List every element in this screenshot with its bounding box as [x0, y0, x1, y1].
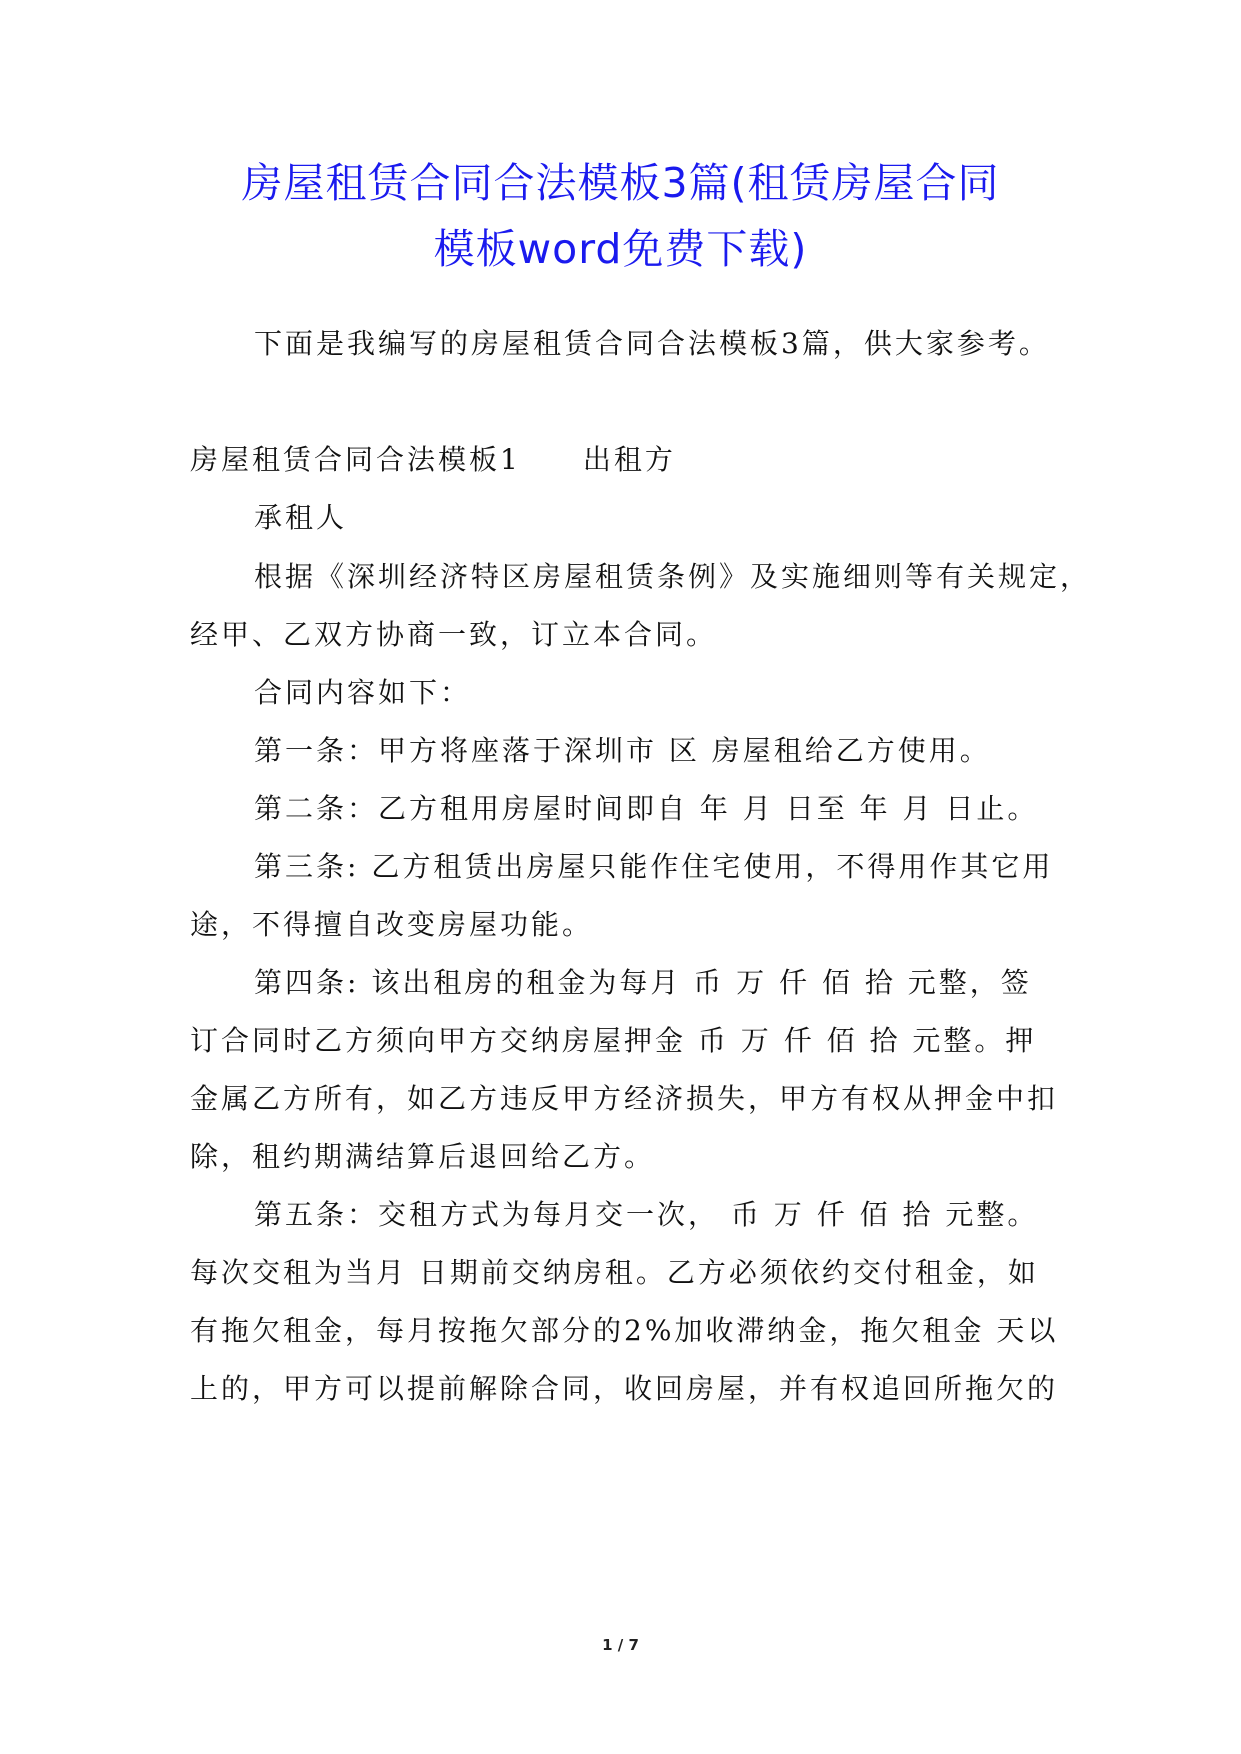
body-line: 途，不得擅自改变房屋功能。 [190, 908, 594, 941]
lessee-label: 承租人 [254, 501, 348, 534]
clause-4: 第四条: 该出租房的租金为每月 币 万 仟 佰 拾 元整，签 [254, 966, 1032, 999]
body-line: 根据《深圳经济特区房屋租赁条例》及实施细则等有关规定， [254, 560, 1092, 593]
body-line: 有拖欠租金，每月按拖欠部分的2%加收滞纳金，拖欠租金 天以 [190, 1314, 1059, 1347]
body-line: 订合同时乙方须向甲方交纳房屋押金 币 万 仟 佰 拾 元整。押 [190, 1024, 1037, 1057]
clause-1: 第一条：甲方将座落于深圳市 区 房屋租给乙方使用。 [254, 734, 991, 767]
body-line: 合同内容如下： [254, 676, 472, 709]
section-heading: 房屋租赁合同合法模板1 [190, 443, 521, 476]
body-line: 每次交租为当月 日期前交纳房租。乙方必须依约交付租金，如 [190, 1256, 1039, 1289]
body-line: 经甲、乙双方协商一致，订立本合同。 [190, 618, 718, 651]
document-title [150, 150, 1091, 282]
clause-5: 第五条：交租方式为每月交一次， 币 万 仟 佰 拾 元整。 [254, 1198, 1039, 1231]
body-line: 除，租约期满结算后退回给乙方。 [190, 1140, 656, 1173]
body-line: 金属乙方所有，如乙方违反甲方经济损失，甲方有权从押金中扣 [190, 1082, 1059, 1115]
clause-3: 第三条: 乙方租赁出房屋只能作住宅使用，不得用作其它用 [254, 850, 1054, 883]
intro-paragraph: 下面是我编写的房屋租赁合同合法模板3篇，供大家参考。 [254, 327, 1050, 360]
title-line-2: 模板word免费下载) [433, 225, 808, 273]
body-line: 上的，甲方可以提前解除合同，收回房屋，并有权追回所拖欠的 [190, 1372, 1059, 1405]
section-heading-row [190, 438, 676, 478]
page-number: 1 / 7 [602, 1636, 639, 1654]
title-line-1: 房屋租赁合同合法模板3篇(租赁房屋合同 [241, 159, 1000, 207]
lessor-label: 出租方 [582, 443, 676, 476]
clause-2: 第二条：乙方租用房屋时间即自 年 月 日至 年 月 日止。 [254, 792, 1039, 825]
